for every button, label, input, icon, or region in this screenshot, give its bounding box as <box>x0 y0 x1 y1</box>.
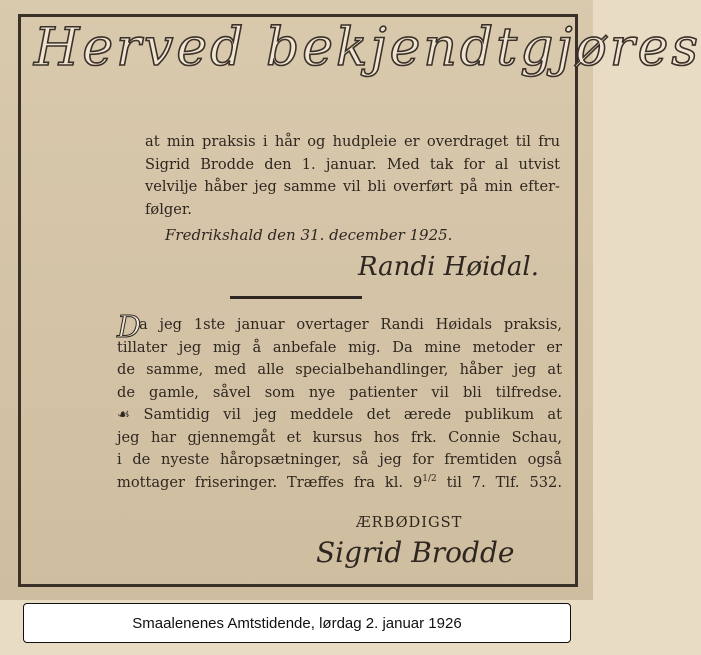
announcement-line: de samme, med alle specialbehandlinger, håber jeg at <box>117 361 562 378</box>
notice-line: Sigrid Brodde den 1. januar. Med tak for al utvist <box>145 155 560 173</box>
notice-line: velvilje håber jeg samme vil bli overført på min efter- <box>145 178 560 195</box>
announcement-line: de gamle, såvel som nye patienter vil bli tilfredse. <box>117 383 562 401</box>
notice-line: at min praksis i hår og hudpleie er overdraget til fru <box>145 133 560 150</box>
half-fraction: 1/2 <box>422 473 437 484</box>
drop-cap: D <box>117 310 142 345</box>
closing-greeting: ÆRBØDIGST <box>356 514 463 531</box>
announcement-line: a jeg 1ste januar overtager Randi Høidals praksis, <box>139 316 562 333</box>
announcement-last-line <box>117 472 562 495</box>
phone-text: til 7. Tlf. 532. <box>436 473 562 491</box>
ad-border <box>18 14 701 587</box>
announcement-line: jeg har gjennemgåt et kursus hos frk. Connie Schau, <box>117 428 562 446</box>
announcement-line: i de nyeste håropsætninger, så jeg for fremtiden også <box>117 451 562 468</box>
notice-paragraph <box>145 131 560 221</box>
signature-randi: Randi Høidal. <box>358 252 540 282</box>
headline: Herved bekjendtgjøres <box>34 18 701 78</box>
signature-sigrid: Sigrid Brodde <box>316 536 515 569</box>
announcement-paragraph <box>117 314 562 494</box>
dateline: Fredrikshald den 31. december 1925. <box>165 226 453 244</box>
divider-rule <box>230 296 362 299</box>
hours-text: mottager friseringer. Træffes fra kl. 9 <box>117 473 423 491</box>
image-caption: Smaalenenes Amtstidende, lørdag 2. januar 1926 <box>23 603 571 643</box>
announcement-line: ☙ Samtidig vil jeg meddele det ærede publikum at <box>117 406 562 423</box>
announcement-line: tillater jeg mig å anbefale mig. Da mine metoder er <box>117 338 562 356</box>
notice-line: følger. <box>145 200 192 218</box>
